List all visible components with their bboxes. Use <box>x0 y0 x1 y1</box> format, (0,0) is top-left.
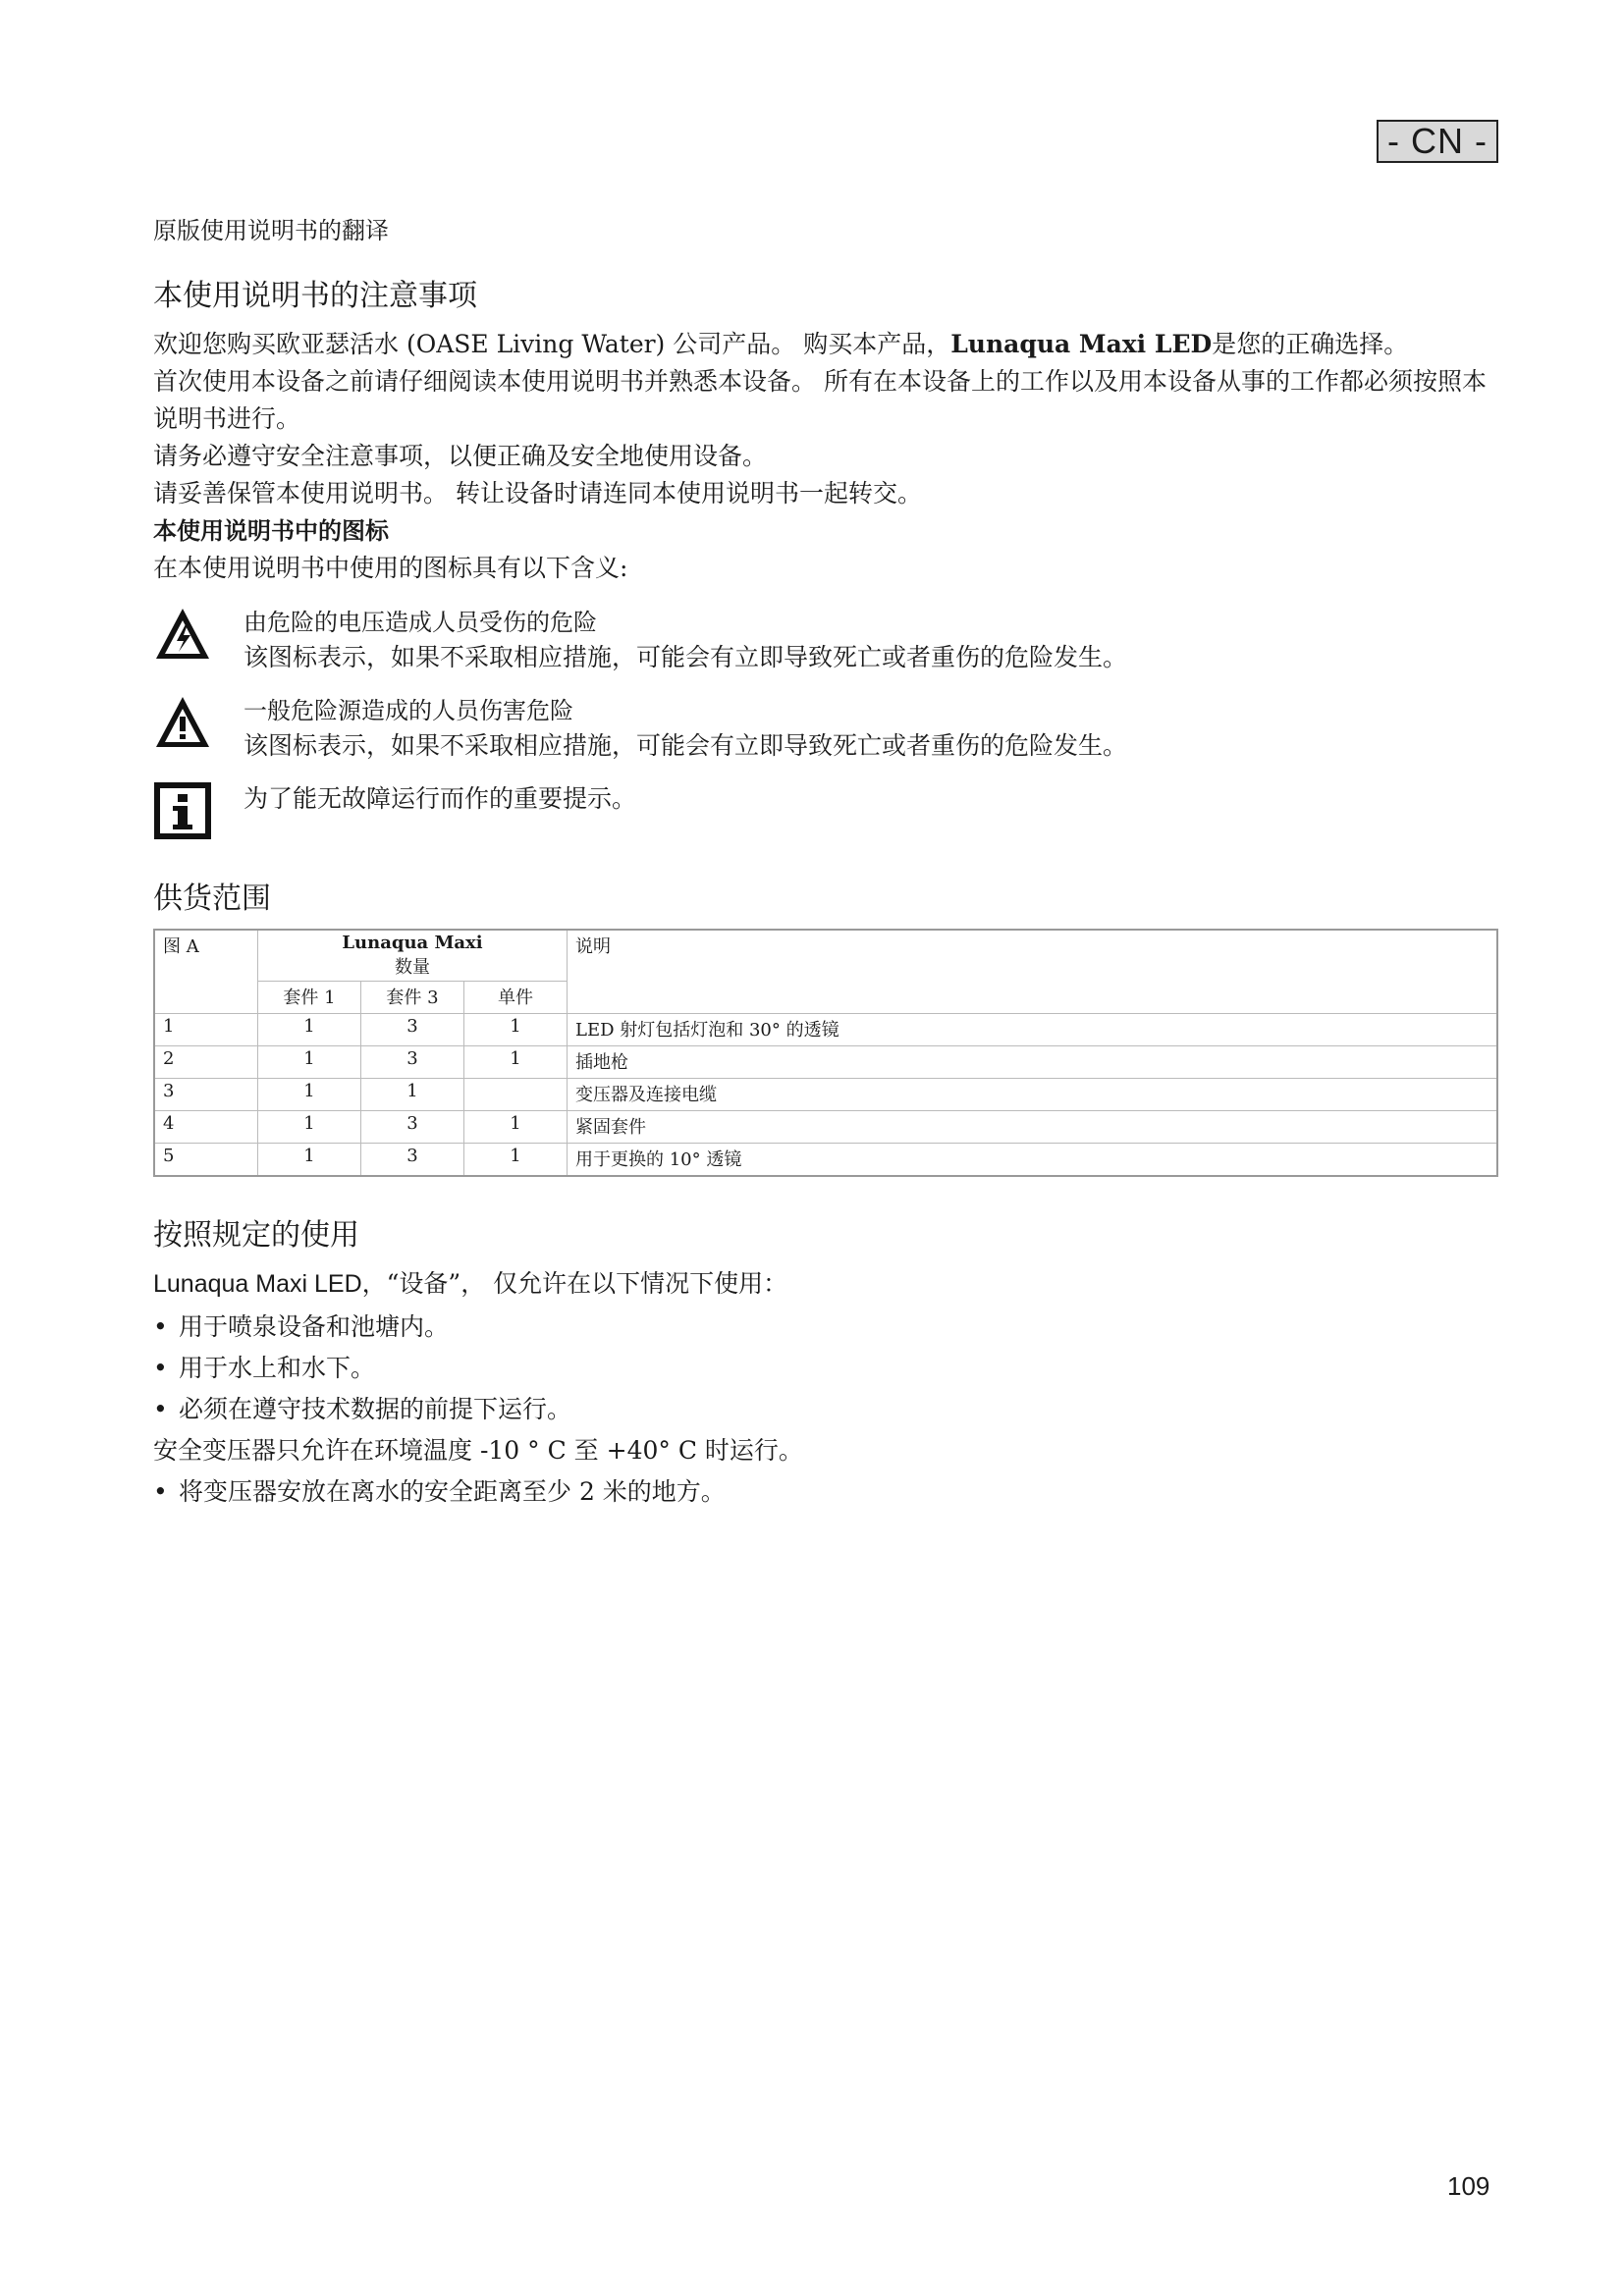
section-heading-scope: 供货范围 <box>153 881 271 916</box>
intro-text-end: 是您的正确选择。 <box>1212 330 1409 358</box>
symbol-description: 为了能无故障运行而作的重要提示。 <box>244 784 637 813</box>
cell-single: 1 <box>464 1046 568 1079</box>
cell-desc: 变压器及连接电缆 <box>568 1079 1498 1111</box>
cell-set3: 3 <box>361 1144 464 1177</box>
keep-manual-paragraph: 请妥善保管本使用说明书。 转让设备时请连同本使用说明书一起转交。 <box>153 479 922 507</box>
table-row <box>154 1079 1497 1111</box>
usage-list <box>153 1307 1498 1430</box>
product-name-sans: Lunaqua Maxi LED <box>153 1270 362 1298</box>
product-name: Lunaqua Maxi LED <box>950 330 1213 358</box>
cell-set3: 3 <box>361 1111 464 1144</box>
language-badge: - CN - <box>1377 120 1498 163</box>
cell-desc: 紧固套件 <box>568 1111 1498 1144</box>
cell-fig: 4 <box>154 1111 258 1144</box>
intro-text: 欢迎您购买欧亚瑟活水 (OASE Living Water) 公司产品。 购买本产品， <box>153 330 951 358</box>
symbol-description: 该图标表示，如果不采取相应措施，可能会有立即导致死亡或者重伤的危险发生。 <box>244 731 1128 760</box>
quantity-label: 数量 <box>395 957 430 978</box>
cell-fig: 5 <box>154 1144 258 1177</box>
symbol-row-general <box>153 693 1498 764</box>
col-figure: 图 A <box>154 930 258 1014</box>
cell-set3: 3 <box>361 1046 464 1079</box>
symbol-title: 一般危险源造成的人员伤害危险 <box>244 697 573 724</box>
list-item: • 用于水上和水下。 <box>153 1348 1498 1389</box>
safety-paragraph: 请务必遵守安全注意事项，以便正确及安全地使用设备。 <box>153 442 768 470</box>
cell-set1: 1 <box>258 1111 361 1144</box>
read-manual-paragraph: 首次使用本设备之前请仔细阅读本使用说明书并熟悉本设备。 所有在本设备上的工作以及用本设备从事的工作都必须按照本说明书进行。 <box>153 367 1487 433</box>
cell-set1: 1 <box>258 1079 361 1111</box>
section-heading-intended-use: 按照规定的使用 <box>153 1218 359 1253</box>
cell-single: 1 <box>464 1111 568 1144</box>
intended-use-intro <box>153 1265 1498 1303</box>
cell-desc: LED 射灯包括灯泡和 30° 的透镜 <box>568 1014 1498 1046</box>
col-single: 单件 <box>464 982 568 1014</box>
general-hazard-icon <box>153 693 212 752</box>
symbols-intro: 在本使用说明书中使用的图标具有以下含义: <box>153 554 628 582</box>
cell-fig: 2 <box>154 1046 258 1079</box>
cell-set1: 1 <box>258 1046 361 1079</box>
cell-desc: 插地枪 <box>568 1046 1498 1079</box>
symbols-subheading: 本使用说明书中的图标 <box>153 516 389 545</box>
intro-rest: ，“设备”， 仅允许在以下情况下使用： <box>361 1269 788 1298</box>
col-set1: 套件 1 <box>258 982 361 1014</box>
table-row <box>154 1014 1497 1046</box>
table-row <box>154 1111 1497 1144</box>
cell-set3: 1 <box>361 1079 464 1111</box>
symbol-title: 由危险的电压造成人员受伤的危险 <box>244 609 597 636</box>
col-set3: 套件 3 <box>361 982 464 1014</box>
page-content <box>153 214 1498 1513</box>
table-row <box>154 1046 1497 1079</box>
symbol-description: 该图标表示，如果不采取相应措施，可能会有立即导致死亡或者重伤的危险发生。 <box>244 643 1128 671</box>
table-header-row <box>154 930 1497 982</box>
info-icon <box>153 781 212 840</box>
cell-set1: 1 <box>258 1014 361 1046</box>
cell-single <box>464 1079 568 1111</box>
cell-fig: 1 <box>154 1014 258 1046</box>
cell-single: 1 <box>464 1014 568 1046</box>
electric-hazard-icon <box>153 605 212 664</box>
col-description: 说明 <box>568 930 1498 1014</box>
document-title: 原版使用说明书的翻译 <box>153 217 389 244</box>
cell-set3: 3 <box>361 1014 464 1046</box>
cell-fig: 3 <box>154 1079 258 1111</box>
intro-paragraph <box>153 326 1498 363</box>
symbol-text-general <box>244 693 1127 764</box>
symbol-row-electric <box>153 605 1498 675</box>
temperature-note: 安全变压器只允许在环境温度 -10 ° C 至 +40° C 时运行。 <box>153 1436 803 1465</box>
list-item: • 用于喷泉设备和池塘内。 <box>153 1307 1498 1348</box>
list-item: • 将变压器安放在离水的安全距离至少 2 米的地方。 <box>153 1471 1498 1513</box>
page-number: 109 <box>1447 2171 1490 2201</box>
table-row <box>154 1144 1497 1177</box>
cell-set1: 1 <box>258 1144 361 1177</box>
col-product <box>258 930 568 982</box>
placement-list <box>153 1471 1498 1513</box>
section-heading-notes: 本使用说明书的注意事项 <box>153 279 477 313</box>
symbol-text-info <box>244 781 636 817</box>
scope-of-delivery-table <box>153 929 1498 1177</box>
list-item: • 必须在遵守技术数据的前提下运行。 <box>153 1389 1498 1430</box>
symbol-row-info <box>153 781 1498 840</box>
cell-single: 1 <box>464 1144 568 1177</box>
cell-desc: 用于更换的 10° 透镜 <box>568 1144 1498 1177</box>
product-label: Lunaqua Maxi <box>342 933 483 953</box>
symbol-text-electric <box>244 605 1127 675</box>
